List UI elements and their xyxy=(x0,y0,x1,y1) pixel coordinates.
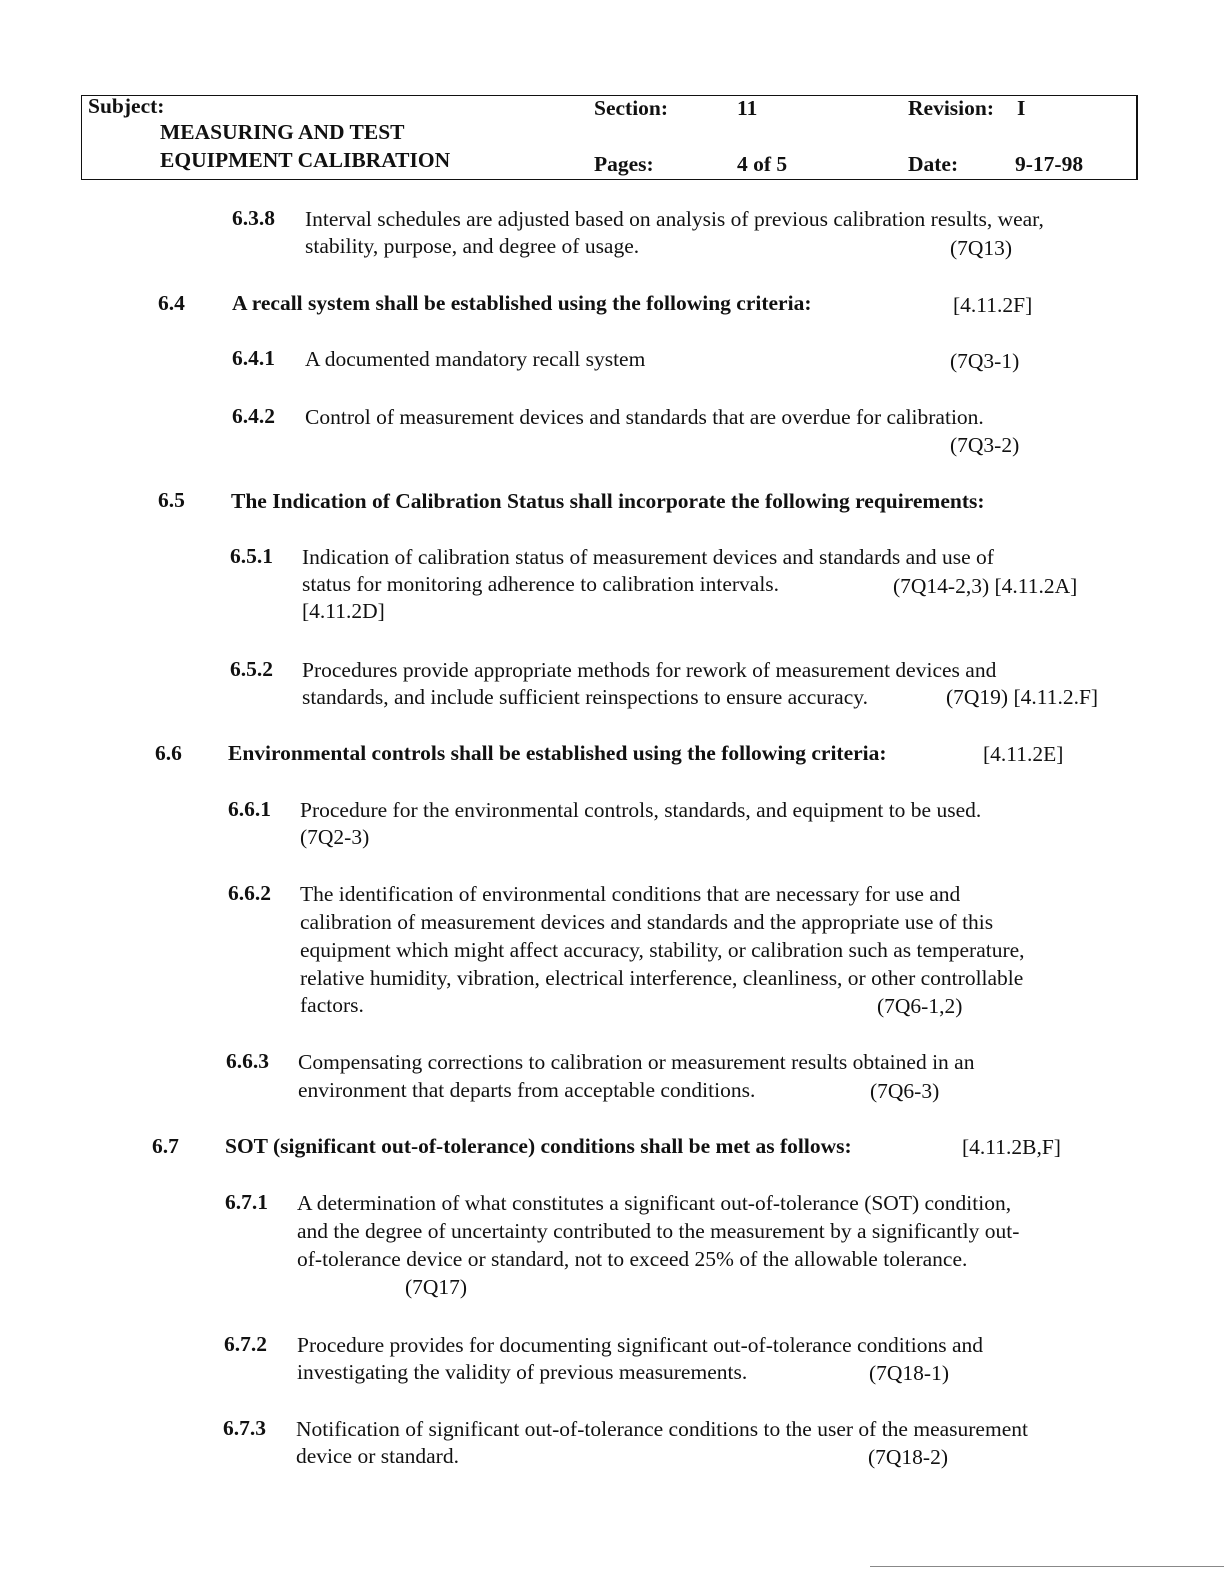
item-6-7-1-line-1: A determination of what constitutes a significant out-of-tolerance (SOT) condition, xyxy=(297,1191,1012,1215)
item-number-6-7-3: 6.7.3 xyxy=(223,1416,266,1440)
footer-rule xyxy=(870,1566,1224,1567)
item-6-3-8-ref: (7Q13) xyxy=(950,236,1013,260)
item-number-6-4-2: 6.4.2 xyxy=(232,404,275,428)
item-6-5-1-line-3: [4.11.2D] xyxy=(302,599,385,623)
item-6-4-1-line-1: A documented mandatory recall system xyxy=(305,347,646,371)
item-6-7-2-ref: (7Q18-1) xyxy=(869,1361,950,1385)
item-6-7-3-line-2: device or standard. xyxy=(296,1444,459,1468)
item-6-7-3-line-1: Notification of significant out-of-tolerance conditions to the user of the measurement xyxy=(296,1417,1028,1441)
item-6-7-3-ref: (7Q18-2) xyxy=(868,1445,949,1469)
section-number-6-4: 6.4 xyxy=(158,291,185,315)
date-label: Date: xyxy=(908,152,959,176)
section-number-6-6: 6.6 xyxy=(155,741,182,765)
section-6-4-ref: [4.11.2F] xyxy=(953,293,1033,317)
item-6-5-2-line-1: Procedures provide appropriate methods for rework of measurement devices and xyxy=(302,658,997,682)
section-6-4-heading: A recall system shall be established using the following criteria: xyxy=(232,291,812,315)
item-6-6-1-ref: (7Q2-3) xyxy=(300,825,370,849)
date-value: 9-17-98 xyxy=(1015,152,1084,176)
item-6-6-3-ref: (7Q6-3) xyxy=(870,1079,940,1103)
item-number-6-7-1: 6.7.1 xyxy=(225,1190,268,1214)
section-6-6-heading: Environmental controls shall be established using the following criteria: xyxy=(228,741,887,765)
item-number-6-6-3: 6.6.3 xyxy=(226,1049,269,1073)
item-6-7-2-line-1: Procedure provides for documenting significant out-of-tolerance conditions and xyxy=(297,1333,984,1357)
section-6-5-heading: The Indication of Calibration Status shall incorporate the following requirements: xyxy=(231,489,985,513)
item-6-5-2-ref: (7Q19) [4.11.2.F] xyxy=(946,685,1099,709)
item-6-6-1-line-1: Procedure for the environmental controls, standards, and equipment to be used. xyxy=(300,798,982,822)
pages-label: Pages: xyxy=(594,152,654,176)
item-6-7-1-ref: (7Q17) xyxy=(405,1275,468,1299)
item-6-4-2-ref: (7Q3-2) xyxy=(950,433,1020,457)
item-6-6-2-line-2: calibration of measurement devices and standards and the appropriate use of this xyxy=(300,910,994,934)
item-6-7-1-line-2: and the degree of uncertainty contributed to the measurement by a significantly out- xyxy=(297,1219,1020,1243)
item-number-6-6-2: 6.6.2 xyxy=(228,881,271,905)
section-value: 11 xyxy=(737,96,758,120)
revision-value: I xyxy=(1017,96,1026,120)
item-6-5-1-line-1: Indication of calibration status of measurement devices and standards and use of xyxy=(302,545,994,569)
item-6-4-1-ref: (7Q3-1) xyxy=(950,349,1020,373)
item-6-5-2-line-2: standards, and include sufficient reinspections to ensure accuracy. xyxy=(302,685,868,709)
item-6-6-2-line-3: equipment which might affect accuracy, stability, or calibration such as temperature, xyxy=(300,938,1025,962)
section-number-6-7: 6.7 xyxy=(152,1134,179,1158)
section-6-7-ref: [4.11.2B,F] xyxy=(962,1135,1061,1159)
item-number-6-3-8: 6.3.8 xyxy=(232,206,275,230)
document-header xyxy=(81,95,1138,180)
section-6-6-ref: [4.11.2E] xyxy=(983,742,1064,766)
item-number-6-6-1: 6.6.1 xyxy=(228,797,271,821)
item-6-3-8-line-1: Interval schedules are adjusted based on analysis of previous calibration results, wear, xyxy=(305,207,1044,231)
item-number-6-7-2: 6.7.2 xyxy=(224,1332,267,1356)
subject-label: Subject: xyxy=(88,94,165,118)
revision-label: Revision: xyxy=(908,96,994,120)
item-6-5-1-line-2: status for monitoring adherence to calibration intervals. xyxy=(302,572,780,596)
item-6-6-3-line-1: Compensating corrections to calibration or measurement results obtained in an xyxy=(298,1050,975,1074)
pages-value: 4 of 5 xyxy=(737,152,788,176)
item-6-3-8-line-2: stability, purpose, and degree of usage. xyxy=(305,234,640,258)
section-label: Section: xyxy=(594,96,669,120)
item-number-6-5-1: 6.5.1 xyxy=(230,544,273,568)
item-number-6-5-2: 6.5.2 xyxy=(230,657,273,681)
section-number-6-5: 6.5 xyxy=(158,488,185,512)
subject-line-2: EQUIPMENT CALIBRATION xyxy=(160,148,451,172)
item-6-6-2-line-1: The identification of environmental conditions that are necessary for use and xyxy=(300,882,961,906)
item-6-6-2-ref: (7Q6-1,2) xyxy=(877,994,963,1018)
item-6-6-3-line-2: environment that departs from acceptable conditions. xyxy=(298,1078,756,1102)
item-6-7-1-line-3: of-tolerance device or standard, not to exceed 25% of the allowable tolerance. xyxy=(297,1247,968,1271)
subject-line-1: MEASURING AND TEST xyxy=(160,120,405,144)
section-6-7-heading: SOT (significant out-of-tolerance) conditions shall be met as follows: xyxy=(225,1134,852,1158)
item-6-7-2-line-2: investigating the validity of previous measurements. xyxy=(297,1360,748,1384)
item-6-6-2-line-4: relative humidity, vibration, electrical interference, cleanliness, or other controllable xyxy=(300,966,1024,990)
item-6-6-2-line-5: factors. xyxy=(300,993,364,1017)
item-number-6-4-1: 6.4.1 xyxy=(232,346,275,370)
item-6-4-2-line-1: Control of measurement devices and standards that are overdue for calibration. xyxy=(305,405,984,429)
item-6-5-1-ref: (7Q14-2,3) [4.11.2A] xyxy=(893,574,1078,598)
